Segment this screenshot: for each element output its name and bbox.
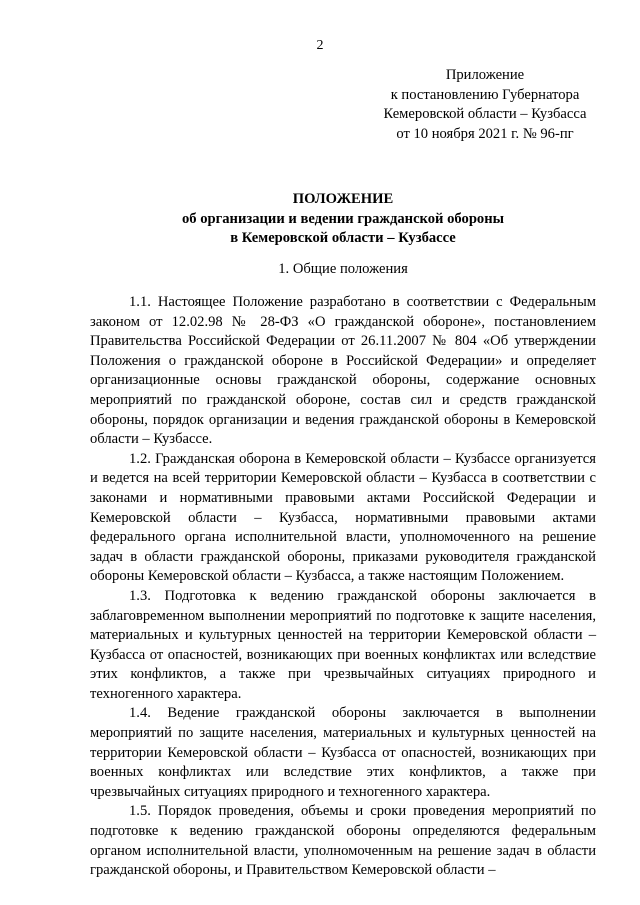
document-title <box>90 190 596 249</box>
body-text <box>90 293 596 881</box>
title-line-3: в Кемеровской области – Кузбассе <box>230 230 456 247</box>
appendix-line-3: Кемеровской области – Кузбасса <box>383 106 587 123</box>
paragraph-1-5: 1.5. Порядок проведения, объемы и сроки проведения мероприятий по подготовке к ведению гражданской обороны определяются федеральным органом исполнительной власти, уполномоченным на решение задач в области гражданской обороны, и Правительством Кемеровской области – <box>90 803 596 879</box>
paragraph-1-1: 1.1. Настоящее Положение разработано в соответствии с Федеральным законом от 12.02.98 № 28-ФЗ «О гражданской обороне», постановлением Правительства Российской Федерации от 26.11.2007 № 804 «Об утверждении Положения о гражданской обороне в Российской Федерации» и определяет организационные основы гражданской обороны, содержание основных мероприятий по гражданской обороне, состав сил и средств гражданской обороны, порядок организации и ведения гражданской обороны в Кемеровской области – Кузбассе. <box>90 294 596 448</box>
appendix-line-2: к постановлению Губернатора <box>390 86 580 103</box>
section-heading: 1. Общие положения <box>278 261 408 277</box>
title-line-1: ПОЛОЖЕНИЕ <box>292 191 394 207</box>
appendix-line-4: от 10 ноября 2021 г. № 96-пг <box>396 125 574 142</box>
paragraph-1-2: 1.2. Гражданская оборона в Кемеровской области – Кузбассе организуется и ведется на всей территории Кемеровской области – Кузбасса в соответствии с законами и нормативными правовыми актами Российской Федерации и Кемеровской области – Кузбасса, нормативными правовыми актами федерального органа исполнительной власти, уполномоченного на решение задач в области гражданской обороны, приказами руководителя гражданской обороны Кемеровской области – Кузбасса, а также настоящим Положением. <box>90 450 596 585</box>
title-line-2: об организации и ведении гражданской обороны <box>181 210 505 227</box>
paragraph-1-3: 1.3. Подготовка к ведению гражданской обороны заключается в заблаговременном выполнении мероприятий по подготовке к защите населения, материальных и культурных ценностей на территории Кемеровской области – Кузбасса от опасностей, возникающих при военных конфликтах или вследствие этих конфликтов, а также при чрезвычайных ситуациях природного и техногенного характера. <box>90 587 596 702</box>
page-number: 2 <box>316 38 324 53</box>
paragraph-1-4: 1.4. Ведение гражданской обороны заключается в выполнении мероприятий по защите населения, материальных и культурных ценностей на территории Кемеровской области – Кузбасса от опасностей, возникающих при военных конфликтах или вследствие этих конфликтов, а также при чрезвычайных ситуациях природного и техногенного характера. <box>90 705 596 800</box>
appendix-header <box>370 66 600 144</box>
appendix-line-1: Приложение <box>445 67 525 83</box>
